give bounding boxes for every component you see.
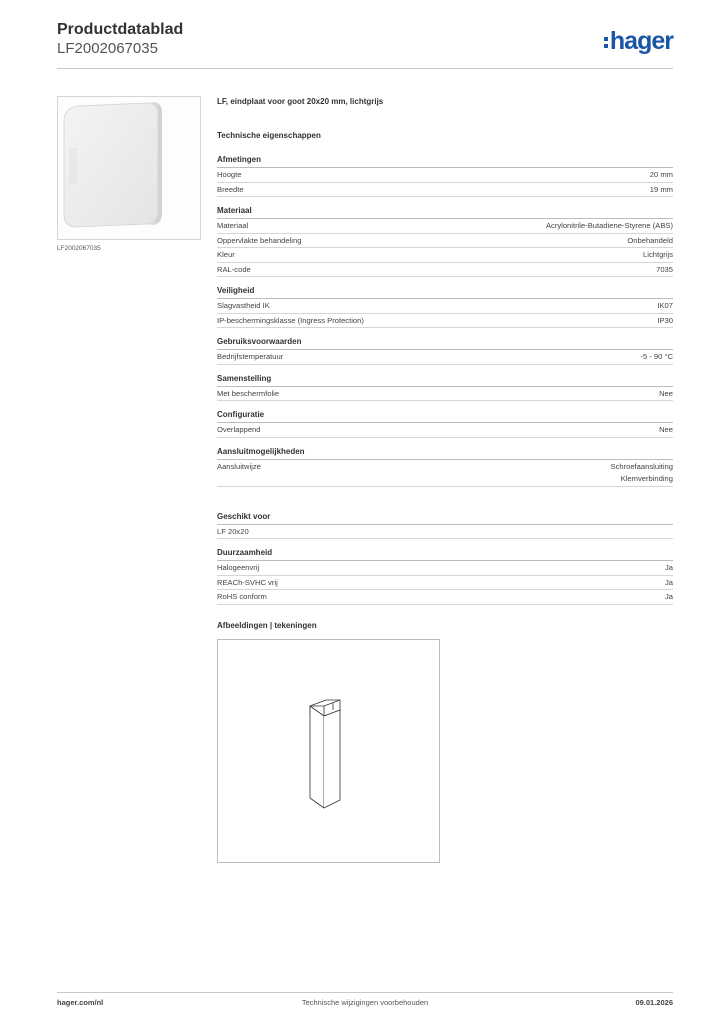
header-divider — [57, 68, 673, 69]
spec-row — [217, 460, 673, 487]
spec-value: IK07 — [657, 301, 673, 310]
spec-value: 7035 — [656, 264, 673, 274]
spec-value: 20 mm — [649, 170, 673, 179]
spec-group-connection — [217, 446, 673, 487]
spec-row — [217, 350, 673, 365]
sustainability-group — [217, 547, 673, 605]
footer-notice: Technische wijzigingen voorbehouden — [301, 998, 429, 1007]
spec-group-conditions — [217, 336, 673, 365]
logo-dots-icon — [604, 37, 608, 48]
spec-value: Onbehandeld — [627, 235, 673, 245]
group-title: Materiaal — [217, 205, 673, 219]
drawings-heading: Afbeeldingen | tekeningen — [217, 620, 317, 630]
spec-label: REACh-SVHC vrij — [217, 577, 278, 587]
spec-group-dimensions — [217, 154, 673, 197]
group-title: Samenstelling — [217, 373, 673, 387]
spec-value — [611, 461, 673, 485]
spec-value: 19 mm — [649, 184, 673, 194]
spec-value: Ja — [664, 577, 673, 587]
footer-date: 09.01.2026 — [635, 998, 673, 1007]
group-title: Gebruiksvoorwaarden — [217, 336, 673, 350]
spec-label: Oppervlakte behandeling — [217, 235, 302, 245]
end-plate-photo-icon — [58, 97, 201, 240]
spec-row — [217, 183, 673, 198]
group-title: Aansluitmogelijkheden — [217, 446, 673, 460]
spec-label: RAL-code — [217, 264, 251, 274]
photo-caption: LF2002067035 — [57, 245, 101, 252]
product-name: LF, eindplaat voor goot 20x20 mm, lichtgrijs — [217, 97, 384, 106]
product-photo — [57, 96, 201, 240]
spec-label: Overlappend — [217, 425, 261, 434]
spec-row — [217, 234, 673, 249]
spec-row — [217, 299, 673, 314]
page-footer — [57, 998, 673, 1012]
technical-drawing — [217, 639, 440, 863]
spec-label: Kleur — [217, 250, 235, 259]
spec-group-safety — [217, 285, 673, 328]
spec-label: IP-beschermingsklasse (Ingress Protection) — [217, 315, 364, 325]
spec-row — [217, 387, 673, 402]
product-code: LF2002067035 — [57, 40, 158, 57]
spec-label: Halogeenvrij — [217, 563, 260, 572]
spec-value: Ja — [664, 563, 673, 572]
spec-row — [217, 263, 673, 278]
spec-row — [217, 168, 673, 183]
spec-row — [217, 314, 673, 329]
website-link[interactable]: hager.com/nl — [57, 998, 104, 1007]
group-title: Afmetingen — [217, 154, 673, 168]
hager-logo — [604, 28, 673, 54]
spec-row — [217, 576, 673, 591]
spec-label: Breedte — [217, 184, 244, 194]
page-header — [57, 20, 673, 70]
spec-group-material — [217, 205, 673, 277]
spec-label: RoHS conform — [217, 592, 267, 601]
spec-value: Nee — [659, 425, 673, 434]
spec-value-line: Schroefaansluiting — [610, 461, 673, 471]
spec-row — [217, 590, 673, 605]
end-plate-drawing-icon — [218, 640, 439, 862]
spec-value: Acrylonitrile-Butadiene-Styrene (ABS) — [545, 221, 673, 230]
spec-label: LF 20x20 — [217, 526, 249, 536]
datasheet-content — [217, 96, 673, 863]
spec-group-configuration — [217, 409, 673, 438]
group-title: Veiligheid — [217, 285, 673, 299]
spec-value-line: Klemverbinding — [620, 473, 673, 483]
spec-value: -5 - 90 °C — [640, 352, 673, 361]
group-title: Configuratie — [217, 409, 673, 423]
logo-text: hager — [609, 27, 673, 55]
group-title: Geschikt voor — [217, 511, 673, 525]
spec-row — [217, 561, 673, 576]
spec-row — [217, 248, 673, 263]
group-title: Duurzaamheid — [217, 547, 673, 561]
suitable-for-group — [217, 511, 673, 540]
spec-row — [217, 525, 673, 540]
spec-row — [217, 219, 673, 234]
spec-label: Hoogte — [217, 170, 242, 179]
spec-value: IP30 — [657, 315, 673, 325]
spec-label: Bedrijfstemperatuur — [217, 352, 284, 361]
spec-value: Ja — [664, 592, 673, 601]
spec-label: Aansluitwijze — [217, 461, 261, 471]
spec-value: Lichtgrijs — [643, 250, 673, 259]
spec-value: Nee — [659, 388, 673, 398]
technical-properties-heading: Technische eigenschappen — [217, 131, 321, 140]
spec-label: Met beschermfolie — [217, 388, 280, 398]
spec-group-composition — [217, 373, 673, 402]
spec-label: Slagvastheid IK — [217, 301, 270, 310]
spec-label: Materiaal — [217, 221, 249, 230]
document-title: Productdatablad — [57, 21, 184, 38]
footer-divider — [57, 992, 673, 993]
spec-row — [217, 423, 673, 438]
